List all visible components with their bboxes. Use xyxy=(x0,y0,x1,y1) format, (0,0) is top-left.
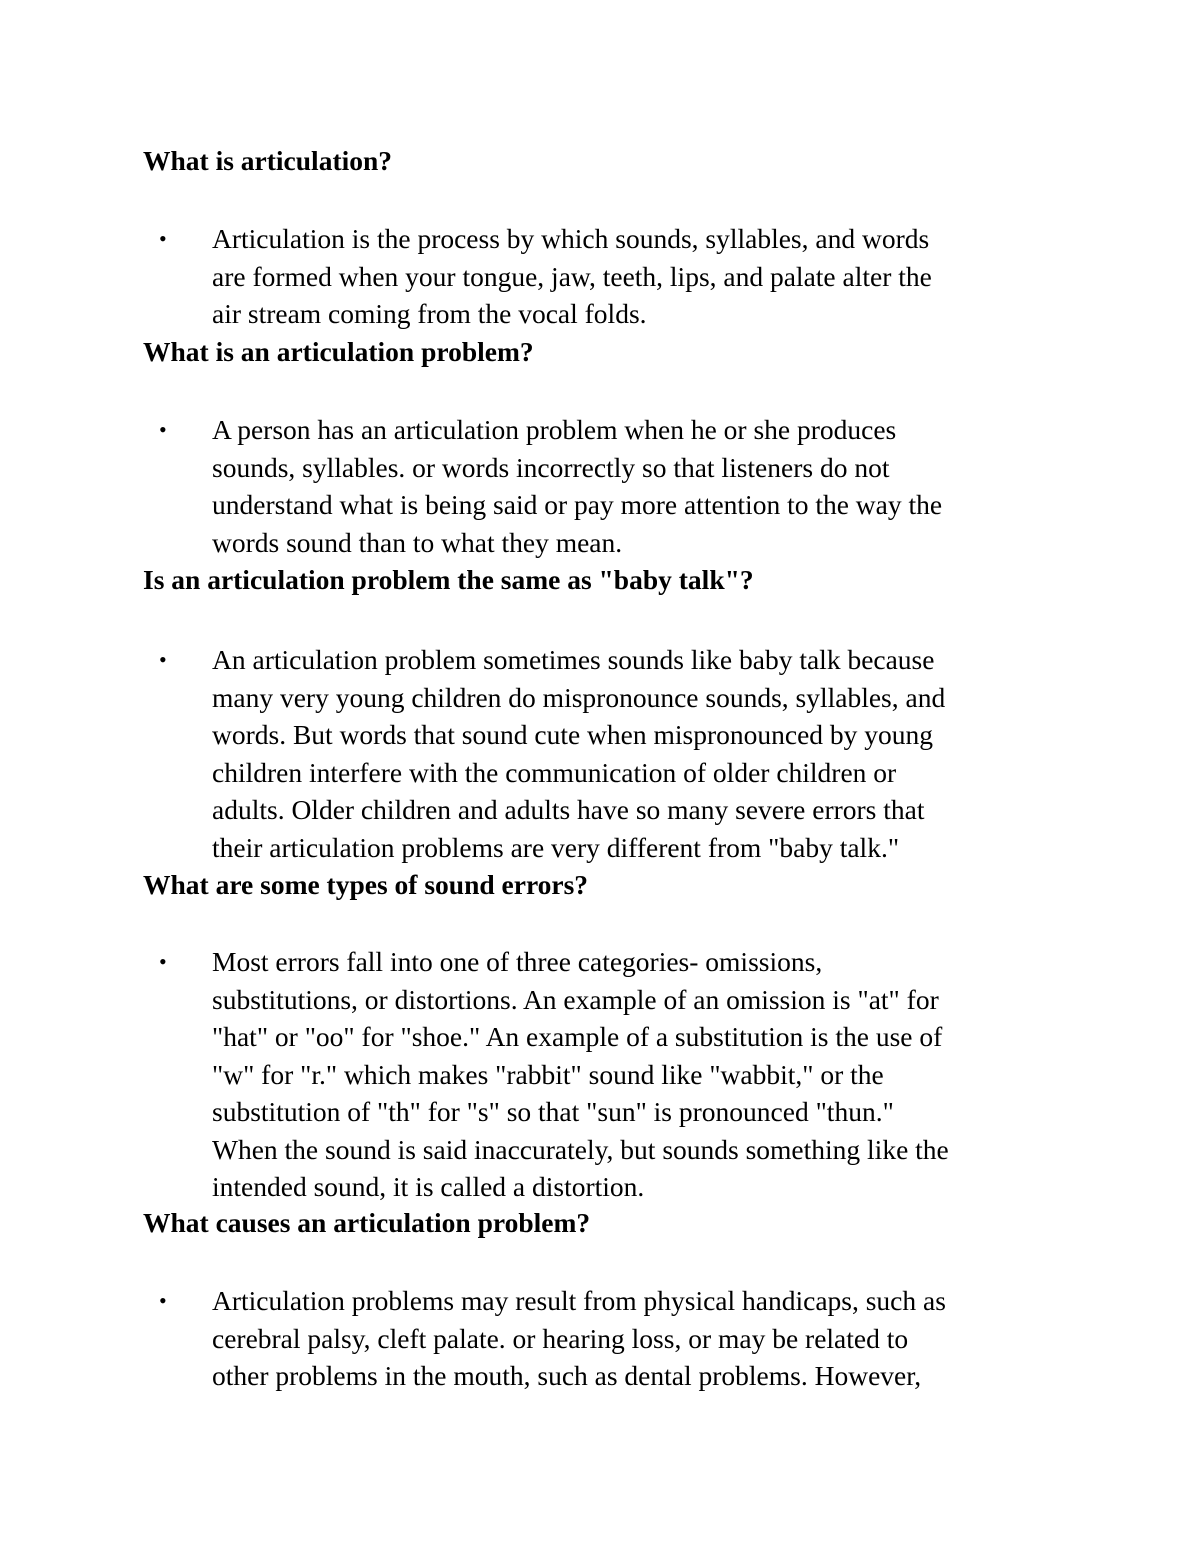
answer-line: air stream coming from the vocal folds. xyxy=(212,298,647,329)
answer-line: many very young children do mispronounce sounds, syllables, and xyxy=(212,681,946,713)
answer-line: Articulation problems may result from physical handicaps, such as xyxy=(212,1285,946,1316)
answer-text xyxy=(212,220,1072,333)
answer-line: sounds, syllables. or words incorrectly so that listeners do not xyxy=(212,451,890,483)
answer-line: words. But words that sound cute when mispronounced by young xyxy=(212,719,934,750)
answer-text xyxy=(212,641,1072,866)
bullet-icon: • xyxy=(159,417,167,442)
answer-line: intended sound, it is called a distortion. xyxy=(212,1171,645,1202)
question-heading: What is an articulation problem? xyxy=(143,336,534,367)
answer-line: cerebral palsy, cleft palate. or hearing loss, or may be related to xyxy=(212,1322,909,1354)
question-heading: What are some types of sound errors? xyxy=(143,869,589,900)
answer-line: their articulation problems are very different from "baby talk." xyxy=(212,831,900,863)
bullet-icon: • xyxy=(159,226,167,251)
answer-line: children interfere with the communication of older children or xyxy=(212,756,897,788)
answer-line: "w" for "r." which makes "rabbit" sound like "wabbit," or the xyxy=(212,1058,884,1090)
answer-line: are formed when your tongue, jaw, teeth, lips, and palate alter the xyxy=(212,260,932,292)
answer-line: substitution of "th" for "s" so that "sun" is pronounced "thun." xyxy=(212,1096,894,1127)
answer-text xyxy=(212,1282,1072,1395)
bullet-icon: • xyxy=(159,949,167,974)
answer-text xyxy=(212,411,1072,561)
answer-line: A person has an articulation problem when he or she produces xyxy=(212,414,897,445)
answer-text xyxy=(212,943,1072,1206)
answer-line: Most errors fall into one of three categories- omissions, xyxy=(212,946,823,977)
bullet-icon: • xyxy=(159,647,167,672)
answer-line: "hat" or "oo" for "shoe." An example of a substitution is the use of xyxy=(212,1021,943,1052)
answer-line: substitutions, or distortions. An example of an omission is "at" for xyxy=(212,983,939,1015)
answer-line: An articulation problem sometimes sounds like baby talk because xyxy=(212,644,935,675)
bullet-icon: • xyxy=(159,1288,167,1313)
question-heading: What causes an articulation problem? xyxy=(143,1207,591,1238)
answer-line: When the sound is said inaccurately, but sounds something like the xyxy=(212,1133,949,1165)
answer-line: Articulation is the process by which sounds, syllables, and words xyxy=(212,223,930,254)
answer-line: understand what is being said or pay more attention to the way the xyxy=(212,489,943,520)
answer-line: adults. Older children and adults have so many severe errors that xyxy=(212,794,925,825)
question-heading: What is articulation? xyxy=(143,145,393,176)
answer-line: words sound than to what they mean. xyxy=(212,526,623,558)
question-heading: Is an articulation problem the same as "baby talk"? xyxy=(143,564,754,595)
answer-line: other problems in the mouth, such as dental problems. However, xyxy=(212,1360,922,1391)
